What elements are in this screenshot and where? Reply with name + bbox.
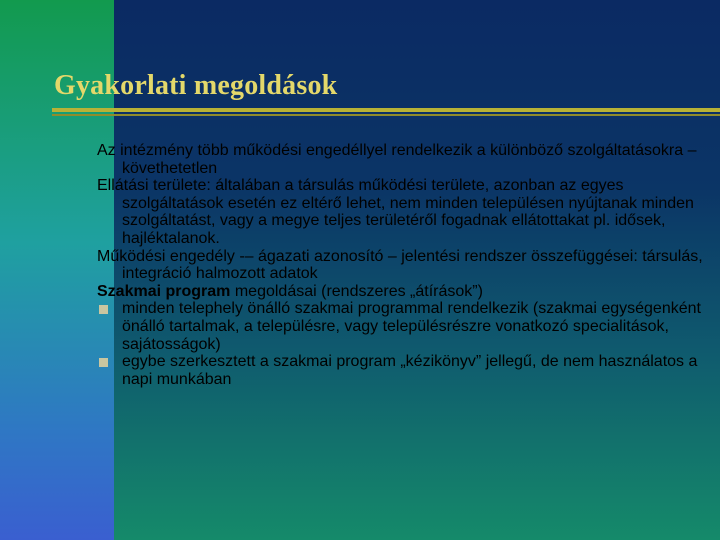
paragraph-engedely: Az intézmény több működési engedéllyel rendelkezik a különböző szolgáltatásokra – követhetetlen bbox=[97, 142, 697, 177]
bullet-item bbox=[97, 353, 707, 388]
paragraph-szakmai-program bbox=[97, 283, 707, 301]
bullet-item bbox=[97, 300, 707, 353]
paragraph-ellatasi-terulet: Ellátási területe: általában a társulás működési területe, azonban az egyes szolgáltatások esetén ez eltérő lehet, nem minden településen nyújtanak minden szolgáltatást, vagy a megye teljes területéről fogadnak ellátottakat pl. idősek, hajléktalanok. bbox=[97, 177, 694, 247]
bullet-text: minden telephely önálló szakmai programmal rendelkezik (szakmai egységenként önálló tartalmak, a településre, vagy településrészre vonatkozó specialitások, sajátosságok) bbox=[122, 300, 701, 353]
title-underline-thin bbox=[52, 114, 720, 116]
title-underline bbox=[52, 108, 720, 112]
square-bullet-icon bbox=[99, 358, 108, 367]
szakmai-program-label: Szakmai program bbox=[97, 282, 231, 300]
square-bullet-icon bbox=[99, 305, 108, 314]
paragraph-mukodesi-engedely: Működési engedély -– ágazati azonosító – jelentési rendszer összefüggései: társulás, integráció halmozott adatok bbox=[97, 247, 703, 283]
slide-body bbox=[97, 142, 707, 388]
slide-title: Gyakorlati megoldások bbox=[54, 70, 338, 101]
bullet-text: egybe szerkesztett a szakmai program „kézikönyv” jellegű, de nem használatos a napi munkában bbox=[122, 353, 698, 388]
szakmai-program-text: megoldásai (rendszeres „átírások”) bbox=[230, 282, 483, 300]
